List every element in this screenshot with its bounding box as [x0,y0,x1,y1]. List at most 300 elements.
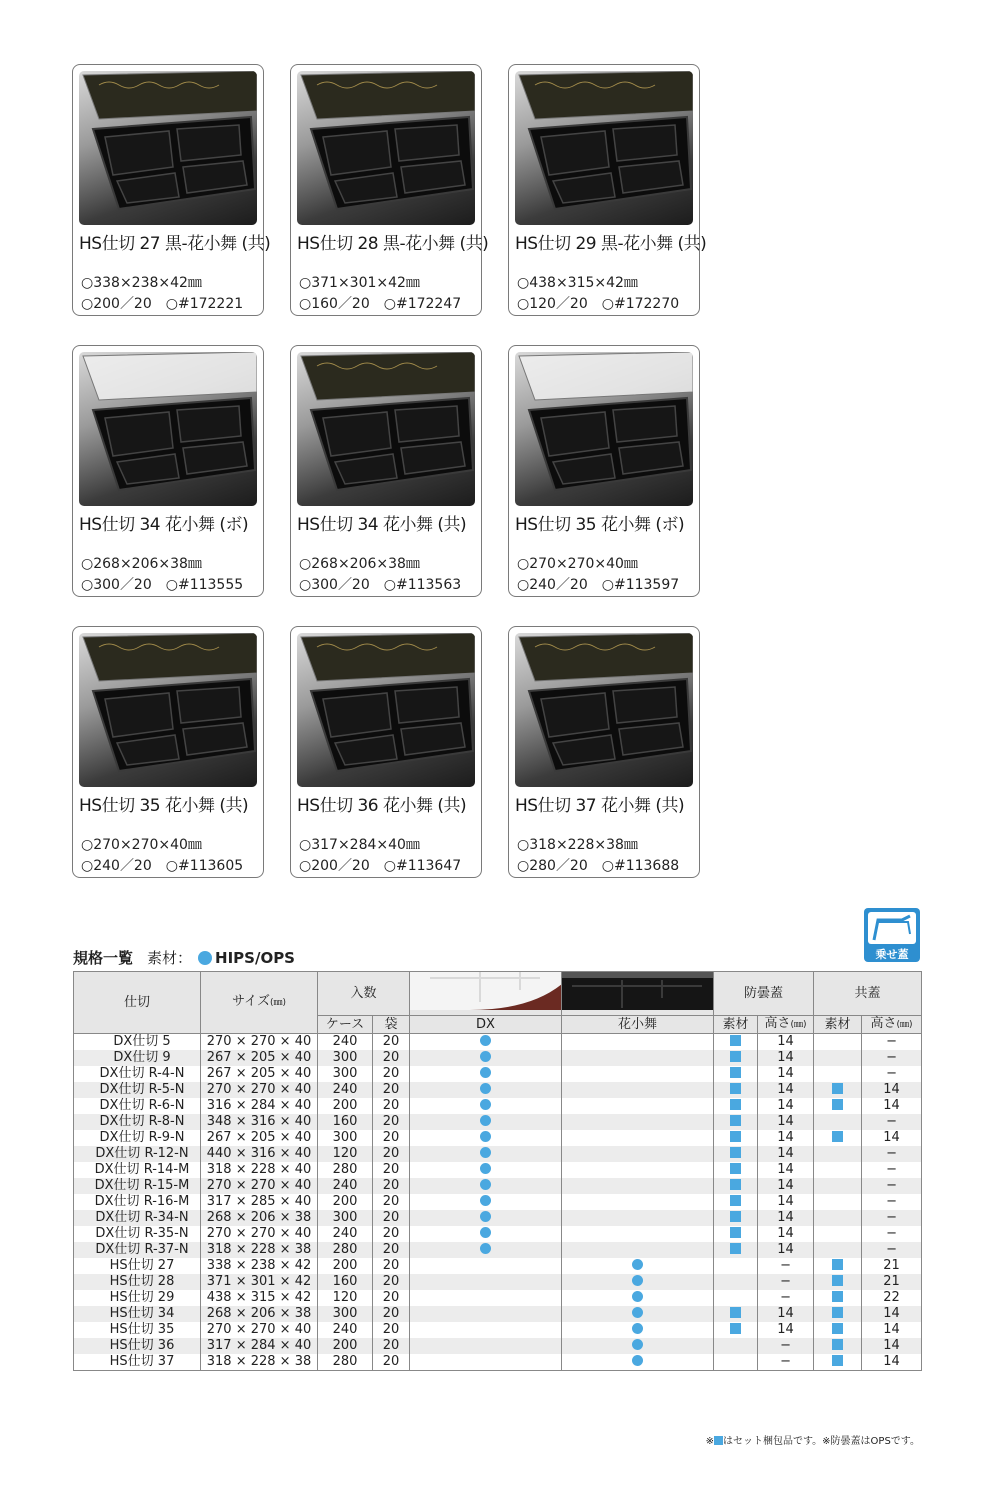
th-af-height-label: 高さ [764,1016,791,1031]
cell-af-height: 14 [758,1050,814,1066]
cell-size: 338 × 238 × 42 [201,1258,318,1274]
product-qty-code [81,293,243,313]
cell-name: DX仕切 R-15-M [74,1178,201,1194]
cell-size: 318 × 228 × 38 [201,1242,318,1258]
product-code: ○#113688 [601,858,680,874]
cell-name: DX仕切 5 [74,1034,201,1051]
cell-sh-material [814,1098,862,1114]
product-card [290,626,482,878]
af-material-square-icon [730,1323,741,1334]
dx-circle-icon [480,1051,491,1062]
cell-sh-height: − [862,1210,922,1226]
cell-name: DX仕切 R-5-N [74,1082,201,1098]
th-sh-height-unit: (㎜) [896,1020,913,1030]
cell-size: 268 × 206 × 38 [201,1210,318,1226]
cell-sh-material [814,1242,862,1258]
table-row [74,1114,922,1130]
cell-sh-material [814,1178,862,1194]
product-photo [297,633,475,787]
cell-sh-height: − [862,1178,922,1194]
cell-af-height: − [758,1354,814,1371]
cell-hanakomai [562,1338,714,1354]
cell-sh-material [814,1146,862,1162]
cell-case: 200 [318,1098,373,1114]
cell-name: DX仕切 9 [74,1050,201,1066]
cell-af-material [714,1338,758,1354]
table-row [74,1210,922,1226]
cell-sh-material [814,1354,862,1371]
cell-af-material [714,1066,758,1082]
cell-af-material [714,1226,758,1242]
cell-sh-height: 22 [862,1290,922,1306]
cell-size: 316 × 284 × 40 [201,1098,318,1114]
cell-name: DX仕切 R-35-N [74,1226,201,1242]
cell-sh-material [814,1114,862,1130]
cell-sh-height: 14 [862,1082,922,1098]
cell-af-material [714,1082,758,1098]
cell-hanakomai [562,1098,714,1114]
sh-material-square-icon [832,1339,843,1350]
cell-af-material [714,1274,758,1290]
cell-bag: 20 [373,1354,410,1371]
cell-dx [410,1354,562,1371]
table-row [74,1322,922,1338]
cell-bag: 20 [373,1194,410,1210]
product-qty: ○160／20 [299,296,370,312]
cell-case: 300 [318,1050,373,1066]
cell-sh-material [814,1274,862,1290]
dx-circle-icon [480,1067,491,1078]
cell-hanakomai [562,1242,714,1258]
af-material-square-icon [730,1227,741,1238]
cell-case: 300 [318,1210,373,1226]
cell-hanakomai [562,1162,714,1178]
product-code: ○#113605 [165,858,244,874]
dx-circle-icon [480,1147,491,1158]
cell-hanakomai [562,1066,714,1082]
lid-icon [864,908,920,962]
sh-material-square-icon [832,1307,843,1318]
product-photo [297,71,475,225]
product-name: HS仕切 36 花小舞 (共) [297,796,467,816]
cell-af-height: 14 [758,1322,814,1338]
product-photo [79,352,257,506]
cell-hanakomai [562,1306,714,1322]
spec-section-title [73,947,295,968]
product-size: ○371×301×42㎜ [299,275,420,291]
cell-af-height: 14 [758,1114,814,1130]
cell-sh-material [814,1194,862,1210]
product-card [508,345,700,597]
material-dot-icon [198,951,212,965]
product-card [72,64,271,316]
cell-af-height: 14 [758,1098,814,1114]
cell-name: HS仕切 28 [74,1274,201,1290]
th-hanakomai: 花小舞 [562,1016,714,1034]
product-qty-code [81,855,243,875]
th-shared-lid: 共蓋 [814,972,922,1016]
section-title: 規格一覧 [73,949,134,967]
cell-dx [410,1050,562,1066]
product-qty-code [299,574,461,594]
cell-size: 270 × 270 × 40 [201,1034,318,1051]
cell-case: 240 [318,1082,373,1098]
product-name: HS仕切 27 黒-花小舞 (共) [79,234,271,254]
cell-hanakomai [562,1082,714,1098]
cell-af-height: − [758,1258,814,1274]
cell-dx [410,1210,562,1226]
cell-size: 268 × 206 × 38 [201,1306,318,1322]
th-dx: DX [410,1016,562,1034]
dx-circle-icon [480,1179,491,1190]
cell-case: 280 [318,1242,373,1258]
cell-name: HS仕切 29 [74,1290,201,1306]
hanakomai-circle-icon [632,1323,643,1334]
cell-sh-height: − [862,1034,922,1051]
cell-af-height: 14 [758,1210,814,1226]
dx-circle-icon [480,1099,491,1110]
cell-size: 348 × 316 × 40 [201,1114,318,1130]
cell-hanakomai [562,1290,714,1306]
th-size [201,972,318,1034]
cell-case: 240 [318,1322,373,1338]
cell-af-height: 14 [758,1242,814,1258]
cell-sh-height: 21 [862,1274,922,1290]
cell-case: 120 [318,1290,373,1306]
cell-hanakomai [562,1050,714,1066]
cell-bag: 20 [373,1114,410,1130]
cell-bag: 20 [373,1178,410,1194]
cell-case: 240 [318,1178,373,1194]
cell-size: 267 × 205 × 40 [201,1050,318,1066]
product-code: ○#172221 [165,296,244,312]
cell-sh-material [814,1258,862,1274]
cell-size: 270 × 270 × 40 [201,1226,318,1242]
product-size: ○338×238×42㎜ [81,275,202,291]
th-af-height [758,1016,814,1034]
cell-sh-material [814,1210,862,1226]
table-row [74,1242,922,1258]
cell-dx [410,1114,562,1130]
cell-sh-height: 14 [862,1322,922,1338]
cell-af-material [714,1258,758,1274]
th-case: ケース [318,1016,373,1034]
cell-hanakomai [562,1354,714,1371]
sh-material-square-icon [832,1083,843,1094]
product-code: ○#113647 [383,858,462,874]
cell-af-material [714,1146,758,1162]
cell-bag: 20 [373,1130,410,1146]
cell-dx [410,1290,562,1306]
product-qty-code [517,855,679,875]
th-partition: 仕切 [74,972,201,1034]
th-size-unit: (㎜) [269,998,286,1008]
product-photo [79,633,257,787]
table-row [74,1082,922,1098]
af-material-square-icon [730,1307,741,1318]
cell-case: 280 [318,1354,373,1371]
cell-name: DX仕切 R-4-N [74,1066,201,1082]
product-qty: ○280／20 [517,858,588,874]
table-row [74,1034,922,1051]
cell-sh-height: − [862,1050,922,1066]
cell-af-height: − [758,1290,814,1306]
cell-sh-material [814,1066,862,1082]
cell-sh-material [814,1082,862,1098]
set-pack-square-icon [714,1436,723,1445]
cell-size: 371 × 301 × 42 [201,1274,318,1290]
cell-hanakomai [562,1146,714,1162]
dx-circle-icon [480,1163,491,1174]
cell-bag: 20 [373,1242,410,1258]
sh-material-square-icon [832,1275,843,1286]
cell-case: 160 [318,1274,373,1290]
af-material-square-icon [730,1243,741,1254]
cell-name: HS仕切 36 [74,1338,201,1354]
dx-circle-icon [480,1227,491,1238]
cell-af-material [714,1210,758,1226]
product-qty: ○200／20 [81,296,152,312]
product-size: ○318×228×38㎜ [517,837,638,853]
hanakomai-circle-icon [632,1259,643,1270]
cell-case: 240 [318,1034,373,1051]
cell-size: 317 × 284 × 40 [201,1338,318,1354]
cell-sh-height: 21 [862,1258,922,1274]
cell-af-material [714,1114,758,1130]
cell-sh-material [814,1162,862,1178]
product-card [508,626,700,878]
cell-sh-material [814,1290,862,1306]
cell-case: 300 [318,1066,373,1082]
product-code: ○#172247 [383,296,462,312]
product-qty-code [517,574,679,594]
cell-size: 270 × 270 × 40 [201,1082,318,1098]
dx-circle-icon [480,1195,491,1206]
product-qty-code [81,574,243,594]
table-row [74,1050,922,1066]
product-name: HS仕切 28 黒-花小舞 (共) [297,234,489,254]
table-row [74,1306,922,1322]
product-size: ○270×270×40㎜ [81,837,202,853]
table-row [74,1194,922,1210]
cell-case: 160 [318,1114,373,1130]
product-name: HS仕切 37 花小舞 (共) [515,796,685,816]
product-photo [515,352,693,506]
cell-dx [410,1162,562,1178]
dx-circle-icon [480,1115,491,1126]
hanakomai-circle-icon [632,1355,643,1366]
cell-hanakomai [562,1274,714,1290]
sh-material-square-icon [832,1099,843,1110]
af-material-square-icon [730,1195,741,1206]
table-row [74,1354,922,1371]
product-name: HS仕切 29 黒-花小舞 (共) [515,234,707,254]
product-card [290,64,489,316]
cell-bag: 20 [373,1290,410,1306]
cell-name: DX仕切 R-6-N [74,1098,201,1114]
product-photo [515,633,693,787]
cell-sh-height: − [862,1226,922,1242]
sh-material-square-icon [832,1259,843,1270]
cell-af-material [714,1290,758,1306]
product-code: ○#113597 [601,577,680,593]
cell-af-material [714,1194,758,1210]
hanakomai-circle-icon [632,1275,643,1286]
cell-af-material [714,1178,758,1194]
cell-name: DX仕切 R-14-M [74,1162,201,1178]
dx-circle-icon [480,1035,491,1046]
cell-bag: 20 [373,1162,410,1178]
footnote-text: はセット梱包品です。※防曇蓋はOPSです。 [722,1436,920,1447]
cell-hanakomai [562,1226,714,1242]
cell-hanakomai [562,1130,714,1146]
cell-af-material [714,1034,758,1051]
th-count: 入数 [318,972,410,1016]
product-card [72,626,264,878]
product-qty: ○200／20 [299,858,370,874]
cell-case: 200 [318,1258,373,1274]
table-row [74,1130,922,1146]
spec-table-body [74,1034,922,1371]
cell-bag: 20 [373,1274,410,1290]
th-sh-height [862,1016,922,1034]
cell-size: 440 × 316 × 40 [201,1146,318,1162]
cell-hanakomai [562,1258,714,1274]
th-size-label: サイズ [232,994,270,1009]
cell-case: 280 [318,1162,373,1178]
cell-af-height: 14 [758,1162,814,1178]
th-af-height-unit: (㎜) [790,1020,807,1030]
cell-name: HS仕切 27 [74,1258,201,1274]
cell-sh-height: 14 [862,1130,922,1146]
cell-size: 270 × 270 × 40 [201,1178,318,1194]
cell-dx [410,1066,562,1082]
cell-hanakomai [562,1194,714,1210]
material-value: HIPS/OPS [215,949,295,967]
cell-sh-height: − [862,1114,922,1130]
cell-name: DX仕切 R-34-N [74,1210,201,1226]
table-row [74,1146,922,1162]
cell-sh-material [814,1130,862,1146]
cell-hanakomai [562,1114,714,1130]
cell-dx [410,1338,562,1354]
af-material-square-icon [730,1211,741,1222]
cell-hanakomai [562,1210,714,1226]
cell-af-height: − [758,1274,814,1290]
product-qty-code [517,293,679,313]
cell-af-material [714,1162,758,1178]
cell-name: HS仕切 37 [74,1354,201,1371]
af-material-square-icon [730,1051,741,1062]
cell-dx [410,1082,562,1098]
cell-af-height: 14 [758,1306,814,1322]
cell-bag: 20 [373,1082,410,1098]
product-photo [79,71,257,225]
product-name: HS仕切 34 花小舞 (共) [297,515,467,535]
cell-dx [410,1226,562,1242]
product-qty: ○240／20 [517,577,588,593]
cell-af-height: 14 [758,1130,814,1146]
cell-size: 318 × 228 × 40 [201,1162,318,1178]
th-sh-material: 素材 [814,1016,862,1034]
product-name: HS仕切 34 花小舞 (ボ) [79,515,249,535]
hanakomai-circle-icon [632,1307,643,1318]
product-photo [297,352,475,506]
cell-case: 200 [318,1338,373,1354]
cell-dx [410,1306,562,1322]
cell-dx [410,1130,562,1146]
cell-name: DX仕切 R-9-N [74,1130,201,1146]
product-name: HS仕切 35 花小舞 (ボ) [515,515,685,535]
cell-sh-height: − [862,1162,922,1178]
table-row [74,1274,922,1290]
cell-case: 240 [318,1226,373,1242]
cell-af-material [714,1050,758,1066]
product-name: HS仕切 35 花小舞 (共) [79,796,249,816]
af-material-square-icon [730,1147,741,1158]
cell-af-height: 14 [758,1178,814,1194]
cell-sh-material [814,1338,862,1354]
cell-af-height: − [758,1338,814,1354]
dx-circle-icon [480,1131,491,1142]
cell-name: HS仕切 34 [74,1306,201,1322]
cell-case: 200 [318,1194,373,1210]
table-row [74,1258,922,1274]
product-card [290,345,482,597]
product-qty: ○240／20 [81,858,152,874]
product-size: ○317×284×40㎜ [299,837,420,853]
product-qty: ○300／20 [81,577,152,593]
product-qty: ○120／20 [517,296,588,312]
cell-af-height: 14 [758,1226,814,1242]
cell-case: 120 [318,1146,373,1162]
table-row [74,1098,922,1114]
footnote-prefix: ※ [705,1436,714,1447]
th-bag: 袋 [373,1016,410,1034]
cell-sh-material [814,1306,862,1322]
cell-sh-material [814,1050,862,1066]
product-size: ○268×206×38㎜ [81,556,202,572]
product-size: ○270×270×40㎜ [517,556,638,572]
cell-size: 438 × 315 × 42 [201,1290,318,1306]
cell-af-height: 14 [758,1066,814,1082]
product-qty: ○300／20 [299,577,370,593]
th-sh-height-label: 高さ [870,1016,897,1031]
cell-name: DX仕切 R-37-N [74,1242,201,1258]
cell-sh-material [814,1322,862,1338]
sh-material-square-icon [832,1323,843,1334]
cell-size: 317 × 285 × 40 [201,1194,318,1210]
sh-material-square-icon [832,1355,843,1366]
cell-name: HS仕切 35 [74,1322,201,1338]
dx-tray-image [410,972,562,1016]
cell-dx [410,1322,562,1338]
cell-bag: 20 [373,1034,410,1051]
product-code: ○#113555 [165,577,244,593]
cell-af-material [714,1306,758,1322]
cell-af-material [714,1098,758,1114]
cell-af-height: 14 [758,1082,814,1098]
product-qty-code [299,855,461,875]
sh-material-square-icon [832,1131,843,1142]
spec-table [73,971,922,1371]
cell-bag: 20 [373,1322,410,1338]
cell-dx [410,1034,562,1051]
sh-material-square-icon [832,1291,843,1302]
table-row [74,1178,922,1194]
table-row [74,1162,922,1178]
table-row [74,1226,922,1242]
